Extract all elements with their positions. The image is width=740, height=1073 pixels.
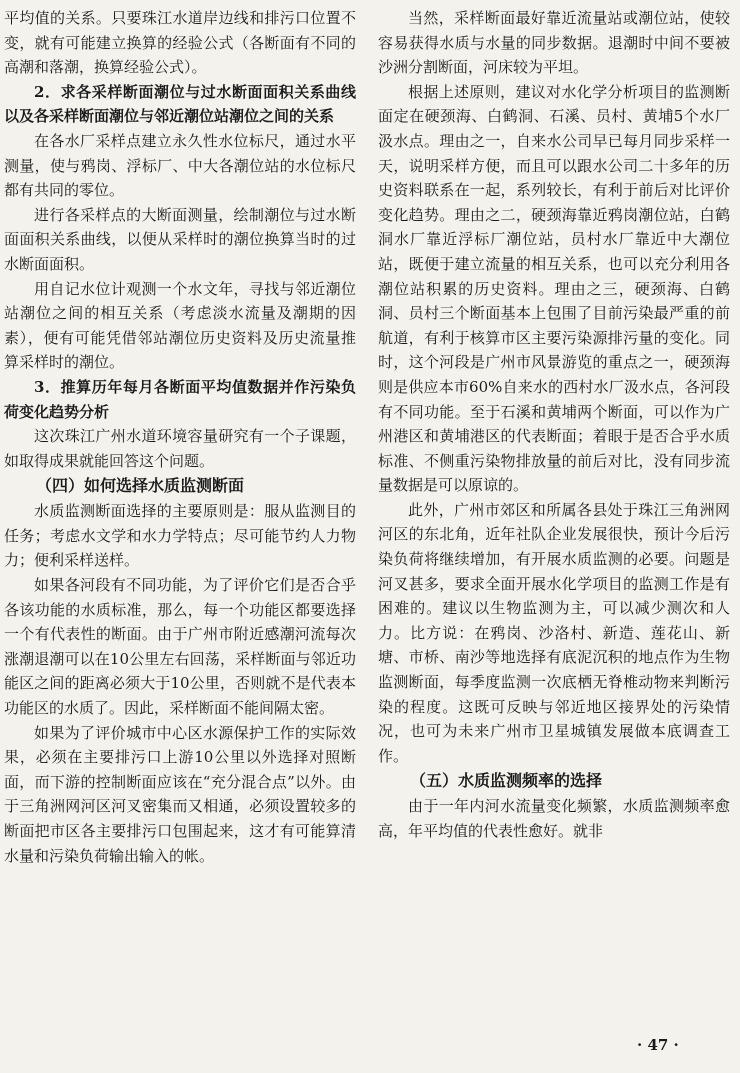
paragraph: 进行各采样点的大断面测量，绘制潮位与过水断面面积关系曲线，以便从采样时的潮位换算当时的过水断面面积。 xyxy=(4,205,356,273)
paragraph: 在各水厂采样点建立永久性水位标尺，通过水平测量，使与鸦岗、浮标厂、中大各潮位站的水位标尺都有共同的零位。 xyxy=(4,131,356,200)
page-number: · 47 · xyxy=(637,1036,679,1054)
right-column xyxy=(378,6,730,844)
paragraph: 如果各河段有不同功能，为了评价它们是否合乎各该功能的水质标准，那么，每一个功能区都要选择一个有代表性的断面。由于广州市附近感潮河流每次涨潮退潮可以在10公里左右回荡，采样断面与邻近功能区之间的距离必须大于10公里，否则就不是代表本功能区的水质了。因此，采样断面不能间隔太密。 xyxy=(4,576,356,718)
paragraph: 此外，广州市郊区和所属各县处于珠江三角洲网河区的东北角，近年社队企业发展很快，预计今后污染负荷将继续增加，有开展水质监测的必要。问题是河叉甚多，要求全面开展水化学项目的监测工作是有困难的。建议以生物监测为主，可以减少测次和人力。比方说：在鸦岗、沙洛村、新造、莲花山、新塘、市桥、南沙等地选择有底泥沉积的地点作为生物监测断面，每季度监测一次底栖无脊椎动物来判断污染的程度。这既可反映与邻近地区接界处的污染情况，也可为未来广州市卫星城镇发展做本底调查工作。 xyxy=(378,500,730,765)
item-2-heading: 2．求各采样断面潮位与过水断面面积关系曲线以及各采样断面潮位与邻近潮位站潮位之间的关系 xyxy=(4,82,356,126)
paragraph: 这次珠江广州水道环境容量研究有一个子课题，如取得成果就能回答这个问题。 xyxy=(4,427,356,470)
paragraph: 水质监测断面选择的主要原则是：服从监测目的任务；考虑水文学和水力学特点；尽可能节约人力物力；便利采样送样。 xyxy=(4,502,356,570)
paragraph: 用自记水位计观测一个水文年，寻找与邻近潮位站潮位之间的相互关系（考虑淡水流量及潮期的因素），便有可能凭借邻站潮位历史资料及历史流量推算采样时的潮位。 xyxy=(4,279,356,372)
paragraph: 由于一年内河水流量变化频繁，水质监测频率愈高，年平均值的代表性愈好。就非 xyxy=(378,797,730,840)
section-5-heading: （五）水质监测频率的选择 xyxy=(410,771,603,791)
paragraph: 如果为了评价城市中心区水源保护工作的实际效果，必须在主要排污口上游10公里以外选择对照断面，而下游的控制断面应该在“充分混合点”以外。由于三角洲网河区河叉密集而又相通，必须设置较多的断面把市区各主要排污口包围起来，这才有可能算清水量和污染负荷输出输入的帐。 xyxy=(4,723,356,865)
item-3-heading: 3．推算历年每月各断面平均值数据并作污染负荷变化趋势分析 xyxy=(4,377,356,421)
paragraph: 当然，采样断面最好靠近流量站或潮位站，使较容易获得水质与水量的同步数据。退潮时中间不要被沙洲分割断面，河床较为平坦。 xyxy=(378,9,730,77)
left-column xyxy=(4,6,356,868)
paragraph: 平均值的关系。只要珠江水道岸边线和排污口位置不变，就有可能建立换算的经验公式（各断面有不同的高潮和落潮，换算经验公式）。 xyxy=(4,9,356,77)
paragraph: 根据上述原则，建议对水化学分析项目的监测断面定在硬颈海、白鹤洞、石溪、员村、黄埔5个水厂汲水点。理由之一，自来水公司早已每月同步采样一天，说明采样方便，而且可以跟水公司二十多年的历史资料联系在一起，系列较长，有利于前后对比评价变化趋势。理由之二，硬颈海靠近鸦岗潮位站，白鹤洞水厂靠近浮标厂潮位站，员村水厂靠近中大潮位站，既便于建立流量的相互关系，也可以充分利用各潮位站积累的历史资料。理由之三，硬颈海、白鹤洞、员村三个断面基本上包围了目前污染最严重的前航道，有利于核算市区主要污染源排污量的变化。同时，这个河段是广州市风景游览的重点之一，硬颈海则是供应本市60%自来水的西村水厂汲水点，各河段有不同功能。至于石溪和黄埔两个断面，可以作为广州港区和黄埔港区的代表断面；着眼于是否合乎水质标准、不侧重污染物排放量的前后对比，没有同步流量数据是可以原谅的。 xyxy=(378,82,730,495)
section-4-heading: （四）如何选择水质监测断面 xyxy=(36,476,245,496)
